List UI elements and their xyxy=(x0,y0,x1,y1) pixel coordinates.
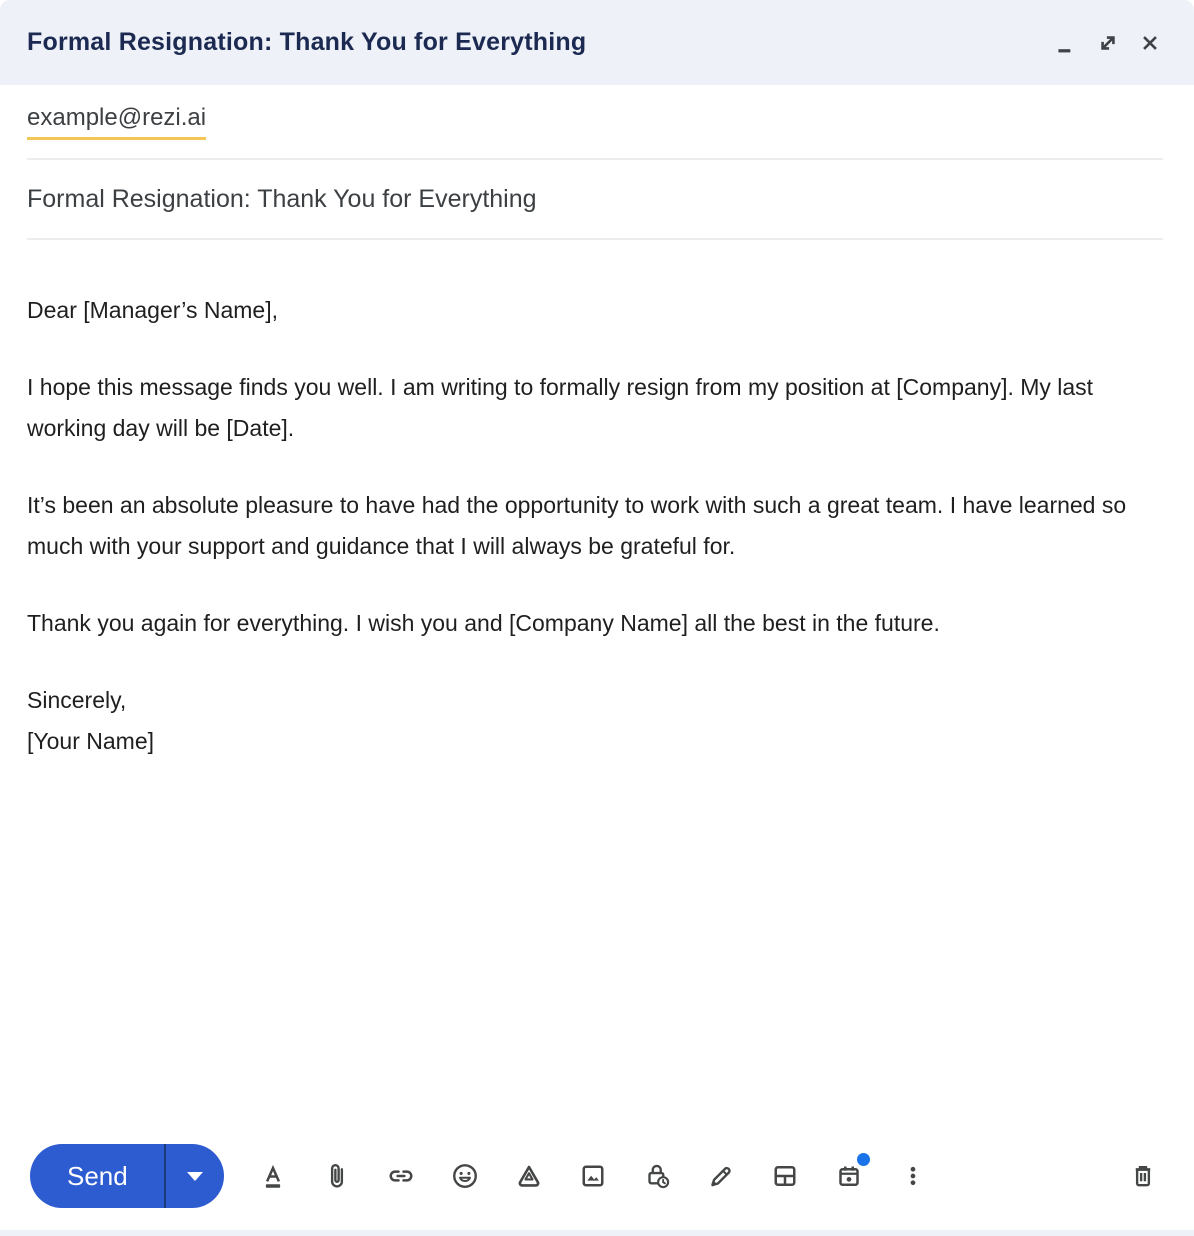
chevron-down-icon xyxy=(187,1172,203,1181)
window-bottom-edge xyxy=(0,1230,1194,1236)
message-body[interactable] xyxy=(0,240,1194,762)
minimize-button[interactable] xyxy=(1052,29,1080,57)
minimize-icon xyxy=(1053,30,1079,56)
recipient-chip[interactable]: example@rezi.ai xyxy=(27,104,206,140)
discard-draft-button[interactable] xyxy=(1119,1152,1167,1200)
send-button[interactable]: Send xyxy=(30,1144,164,1208)
compose-toolbar xyxy=(0,1142,1194,1210)
body-paragraph: It’s been an absolute pleasure to have had the opportunity to work with such a great team. I have learned so much with your support and guidance that I will always be grateful for. xyxy=(27,492,1127,559)
emoji-icon xyxy=(450,1161,480,1191)
close-icon xyxy=(1137,30,1163,56)
layout-icon xyxy=(770,1161,800,1191)
send-options-button[interactable] xyxy=(166,1144,224,1208)
popout-button[interactable] xyxy=(1094,29,1122,57)
popout-icon xyxy=(1095,30,1121,56)
layouts-button[interactable] xyxy=(761,1152,809,1200)
body-paragraph: Sincerely, [Your Name] xyxy=(27,687,154,754)
confidential-mode-button[interactable] xyxy=(633,1152,681,1200)
window-controls xyxy=(1052,29,1164,57)
image-icon xyxy=(578,1161,608,1191)
lock-clock-icon xyxy=(642,1161,672,1191)
insert-emoji-button[interactable] xyxy=(441,1152,489,1200)
formatting-options-button[interactable] xyxy=(249,1152,297,1200)
subject-field[interactable] xyxy=(27,160,1163,240)
close-button[interactable] xyxy=(1136,29,1164,57)
insert-photo-button[interactable] xyxy=(569,1152,617,1200)
insert-link-button[interactable] xyxy=(377,1152,425,1200)
drive-icon xyxy=(514,1161,544,1191)
kebab-menu-icon xyxy=(898,1161,928,1191)
calendar-icon xyxy=(834,1161,864,1191)
toolbar-icons xyxy=(249,1152,953,1200)
body-paragraph: Dear [Manager’s Name], xyxy=(27,297,278,323)
calendar-meeting-button[interactable] xyxy=(825,1152,873,1200)
subject-text: Formal Resignation: Thank You for Everything xyxy=(27,184,537,213)
send-split-button xyxy=(30,1144,224,1208)
formatting-options-icon xyxy=(258,1161,288,1191)
compose-title: Formal Resignation: Thank You for Everything xyxy=(27,28,587,56)
more-options-button[interactable] xyxy=(889,1152,937,1200)
insert-signature-button[interactable] xyxy=(697,1152,745,1200)
compose-header xyxy=(0,0,1194,85)
body-paragraph: Thank you again for everything. I wish you and [Company Name] all the best in the future. xyxy=(27,610,940,636)
body-paragraph: I hope this message finds you well. I am writing to formally resign from my position at [Company]. My last working day will be [Date]. xyxy=(27,374,1094,441)
recipients-field[interactable] xyxy=(27,85,1163,160)
insert-from-drive-button[interactable] xyxy=(505,1152,553,1200)
notification-dot xyxy=(857,1153,870,1166)
paperclip-icon xyxy=(322,1161,352,1191)
pen-icon xyxy=(706,1161,736,1191)
link-icon xyxy=(386,1161,416,1191)
attach-files-button[interactable] xyxy=(313,1152,361,1200)
trash-icon xyxy=(1128,1161,1158,1191)
